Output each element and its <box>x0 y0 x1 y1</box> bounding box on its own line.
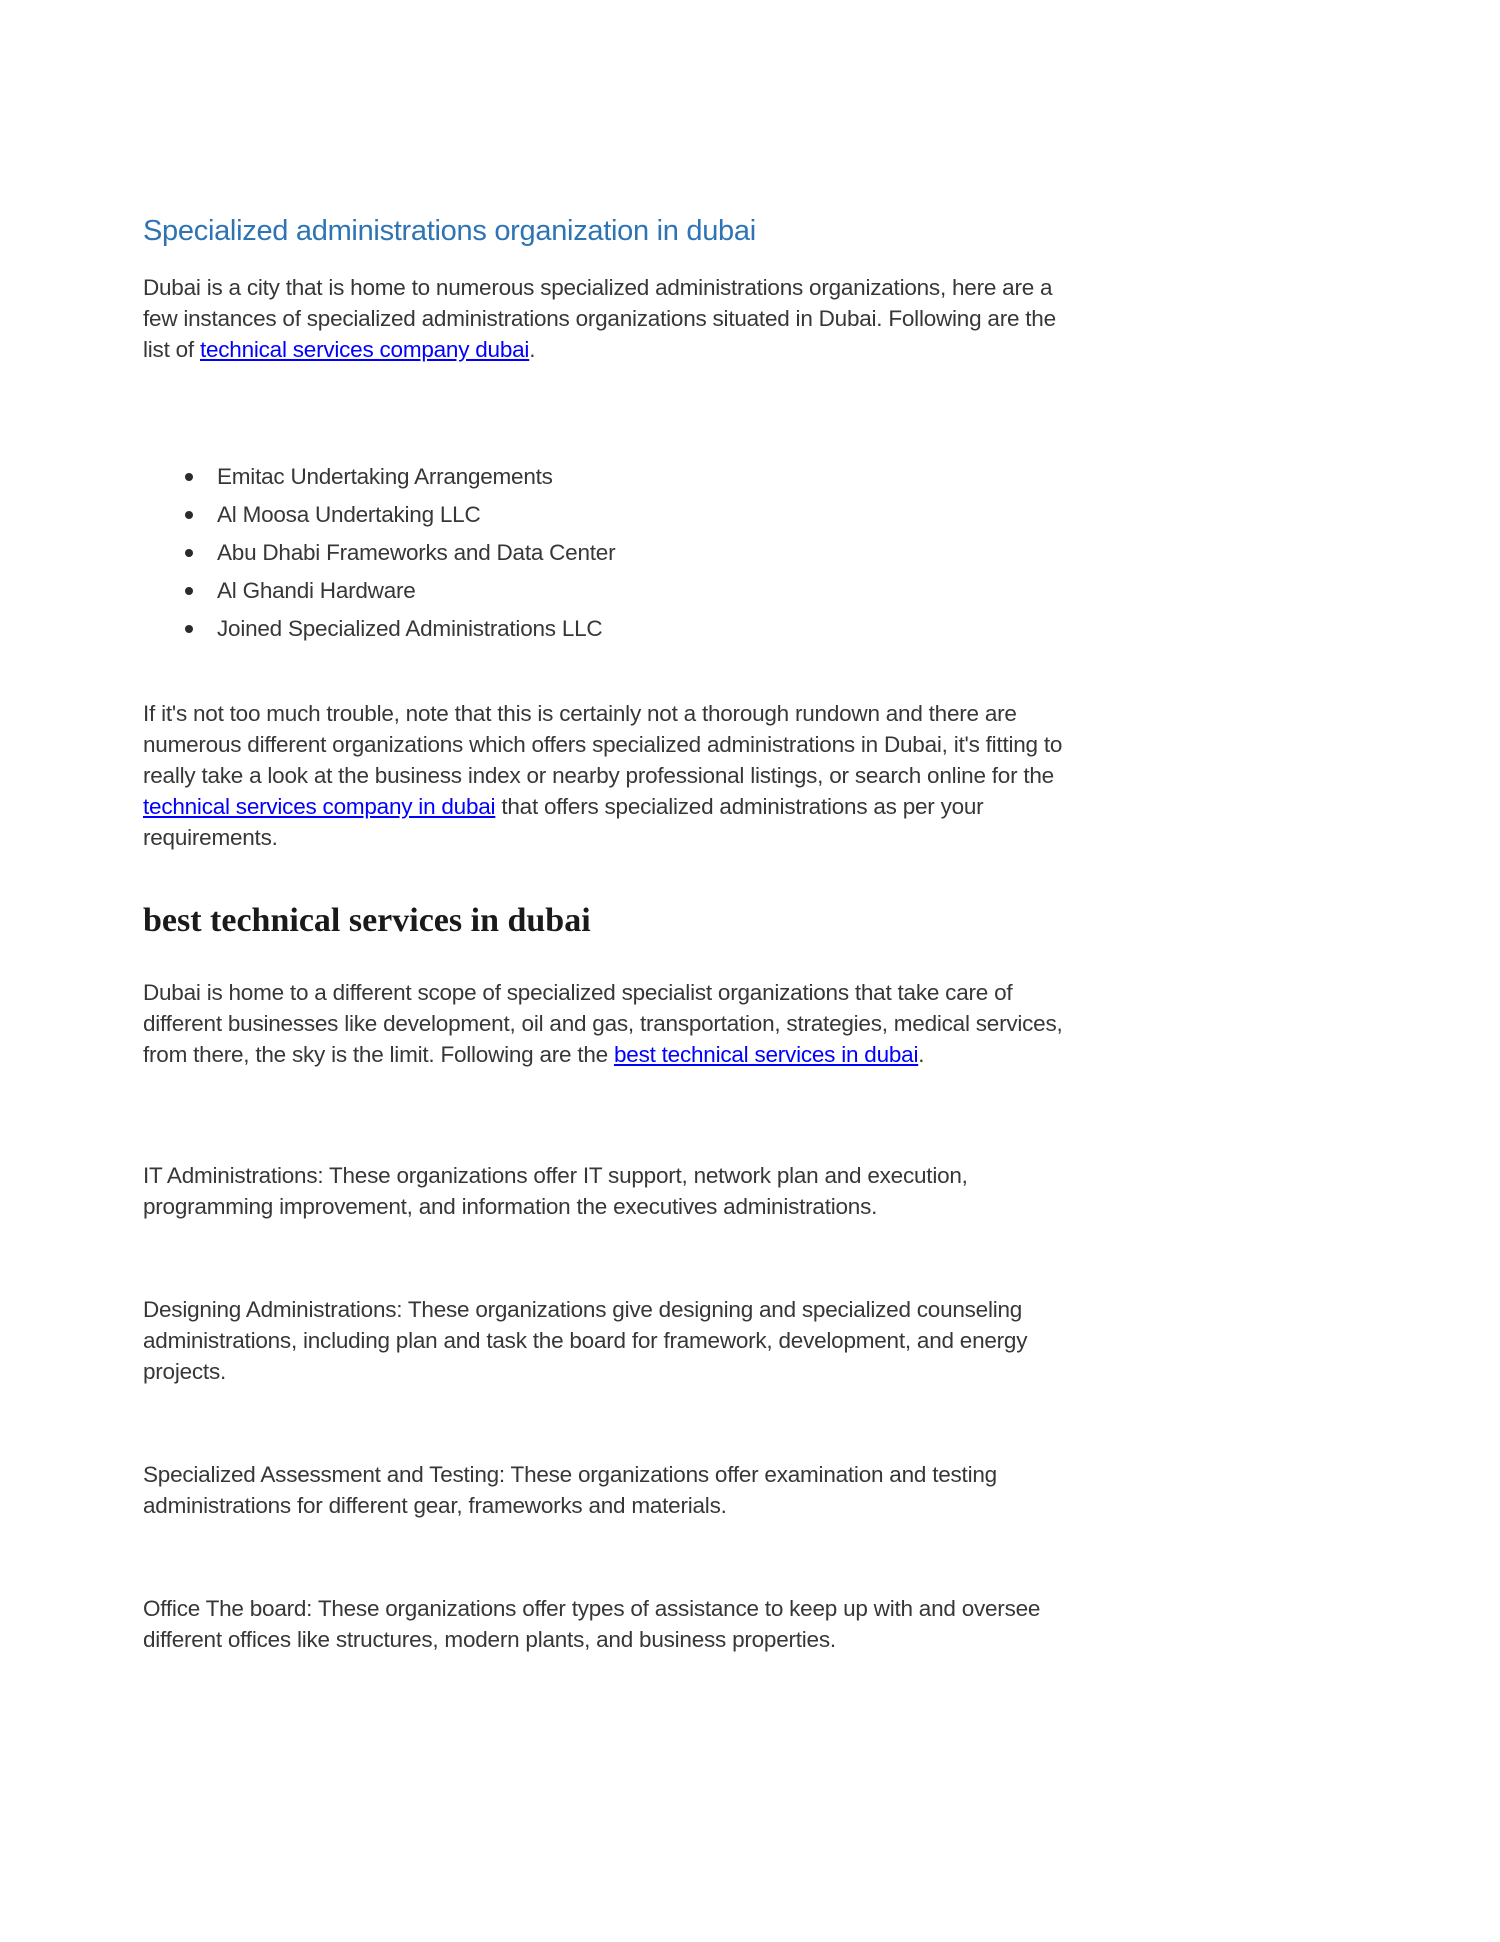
list-item <box>143 461 1065 492</box>
bullet-icon <box>185 549 193 557</box>
heading-best-technical-services: best technical services in dubai <box>143 902 591 939</box>
intro-text-after-link: . <box>529 337 536 362</box>
bullet-icon <box>185 511 193 519</box>
list-item <box>143 537 1065 568</box>
paragraph-it-administrations: IT Administrations: These organizations offer IT support, network plan and execution, programming improvement, and information the executives administrations. <box>143 1163 968 1219</box>
paragraph-specialized-assessment: Specialized Assessment and Testing: These organizations offer examination and testing administrations for different gear, frameworks and materials. <box>143 1462 997 1518</box>
note-text-before-link: If it's not too much trouble, note that this is certainly not a thorough rundown and there are numerous different organizations which offers specialized administrations in Dubai, it's fitting to really take a look at the business index or nearby professional listings, or search online for the <box>143 701 1063 788</box>
bullet-icon <box>185 473 193 481</box>
paragraph-services-intro <box>143 977 1065 1070</box>
company-list <box>143 461 1065 644</box>
paragraph-note <box>143 698 1065 853</box>
paragraph-office-the-board: Office The board: These organizations offer types of assistance to keep up with and oversee different offices like structures, modern plants, and business properties. <box>143 1596 1041 1652</box>
list-item <box>143 499 1065 530</box>
link-technical-services-company-in-dubai[interactable]: technical services company in dubai <box>143 794 496 819</box>
link-technical-services-company-dubai[interactable]: technical services company dubai <box>199 337 530 362</box>
note-text-after-link: that offers specialized administrations as per your requirements. <box>143 794 984 850</box>
list-item-label: Al Ghandi Hardware <box>217 578 416 603</box>
document-content <box>143 212 1065 1655</box>
bullet-icon <box>185 587 193 595</box>
list-item-label: Abu Dhabi Frameworks and Data Center <box>217 540 616 565</box>
list-item-label: Emitac Undertaking Arrangements <box>217 464 553 489</box>
list-item <box>143 575 1065 606</box>
list-item-label: Joined Specialized Administrations LLC <box>217 616 603 641</box>
services-intro-text-after-link: . <box>918 1042 925 1067</box>
link-best-technical-services-in-dubai[interactable]: best technical services in dubai <box>614 1042 919 1067</box>
paragraph-intro <box>143 272 1065 365</box>
heading-specialized-administrations: Specialized administrations organization in dubai <box>143 215 756 247</box>
paragraph-designing-administrations: Designing Administrations: These organizations give designing and specialized counseling administrations, including plan and task the board for framework, development, and energy projects. <box>143 1297 1028 1384</box>
list-item <box>143 613 1065 644</box>
list-item-label: Al Moosa Undertaking LLC <box>217 502 481 527</box>
intro-text-before-link: Dubai is a city that is home to numerous specialized administrations organizations, here are a few instances of specialized administrations organizations situated in Dubai. Following are the list of <box>143 275 1056 362</box>
bullet-icon <box>185 625 193 633</box>
services-intro-text-before-link: Dubai is home to a different scope of specialized specialist organizations that take care of different businesses like development, oil and gas, transportation, strategies, medical services, from there, the sky is the limit. Following are the <box>143 980 1063 1067</box>
